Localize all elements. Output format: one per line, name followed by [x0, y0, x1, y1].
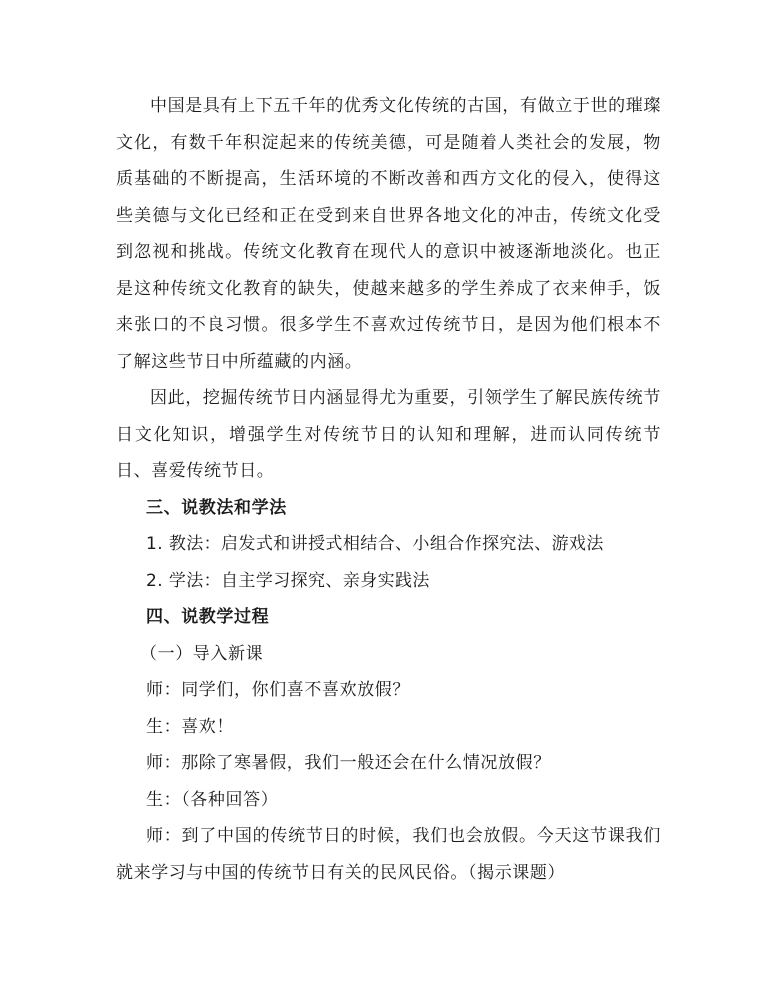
list-item-teaching-method: 1. 教法：启发式和讲授式相结合、小组合作探究法、游戏法	[146, 534, 604, 554]
dialog-line: 师：那除了寒暑假，我们一般还会在什么情况放假？	[146, 753, 551, 773]
subsection-heading-intro: （一）导入新课	[140, 643, 264, 664]
dialog-line: 生：（各种回答）	[146, 789, 279, 810]
dialog-line-final: 师：到了中国的传统节日的时候，我们也会放假。今天这节课我们就来学习与中国的传统节日有关的民风民俗。（揭示课题）	[116, 826, 661, 883]
dialog-line: 生：喜欢！	[146, 716, 234, 737]
paragraph-intro: 中国是具有上下五千年的优秀文化传统的古国，有做立于世的璀璨文化，有数千年积淀起来的传统美德，可是随着人类社会的发展，物质基础的不断提高，生活环境的不断改善和西方文化的侵入，使得这些美德与文化已经和正在受到来自世界各地文化的冲击，传统文化受到忽视和挑战。传统文化教育在现代人的意识中被逐渐地淡化。也正是这种传统文化教育的缺失，使越来越多的学生养成了衣来伸手，饭来张口的不良习惯。很多学生不喜欢过传统节日，是因为他们根本不了解这些节日中所蕴藏的内涵。	[116, 96, 661, 372]
section-heading-methods: 三、说教法和学法	[146, 497, 287, 518]
section-heading-process: 四、说教学过程	[146, 607, 270, 627]
list-item-learning-method: 2. 学法：自主学习探究、亲身实践法	[146, 570, 430, 591]
dialog-line: 师：同学们，你们喜不喜欢放假？	[146, 680, 410, 700]
paragraph-therefore: 因此，挖掘传统节日内涵显得尤为重要，引领学生了解民族传统节日文化知识，增强学生对传统节日的认知和理解，进而认同传统节日、喜爱传统节日。	[116, 388, 661, 481]
document-body	[116, 88, 661, 891]
